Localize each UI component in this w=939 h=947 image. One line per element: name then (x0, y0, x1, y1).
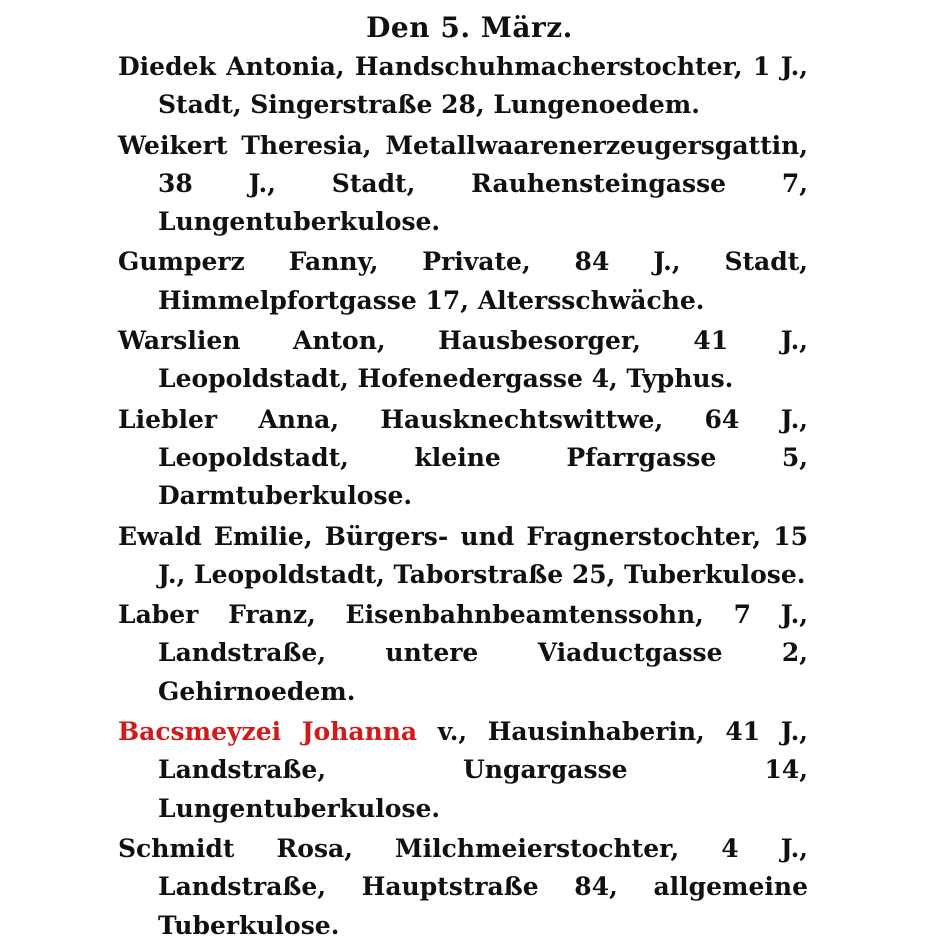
register-entry-highlighted (118, 713, 808, 828)
register-entry (118, 518, 808, 595)
register-entry (118, 401, 808, 516)
entry-details: Handschuhmacherstochter, 1 J., Stadt, Singerstraße 28, Lungenoedem. (158, 52, 808, 120)
entry-details: Metallwaarenerzeugersgattin, 38 J., Stadt, Rauhensteingasse 7, Lungentuberkulose. (158, 130, 808, 237)
entry-name: Ewald Emilie, (118, 521, 313, 551)
register-entry (118, 596, 808, 711)
entry-details: Eisenbahnbeamtenssohn, 7 J., Landstraße, untere Viaductgasse 2, Gehirnoedem. (158, 600, 808, 706)
entry-details: Private, 84 J., Stadt, Himmelpfortgasse 17, Altersschwäche. (158, 247, 808, 315)
entry-name-highlighted: Bacsmeyzei Johanna (118, 717, 418, 747)
entry-details: Hausknechtswittwe, 64 J., Leopoldstadt, kleine Pfarrgasse 5, Darmtuberkulose. (158, 404, 808, 511)
register-entry (118, 243, 808, 320)
entry-name: Gumperz Fanny, (118, 247, 379, 277)
entry-details: Hausbesorger, 41 J., Leopoldstadt, Hofenedergasse 4, Typhus. (158, 326, 809, 394)
entry-name: Liebler Anna, (118, 404, 340, 434)
entry-details: Milchmeierstochter, 4 J., Landstraße, Hauptstraße 84, allgemeine Tuberkulose. (158, 833, 808, 940)
entry-details: Bürgers- und Fragnerstochter, 15 J., Leopoldstadt, Taborstraße 25, Tuberkulose. (158, 521, 808, 589)
register-entry (118, 127, 808, 242)
entry-name: Laber Franz, (118, 600, 316, 630)
register-entry (118, 48, 808, 125)
entry-name: Schmidt Rosa, (118, 833, 353, 863)
register-entry (118, 322, 808, 399)
date-heading: Den 5. März. (366, 11, 573, 44)
register-entry (118, 830, 808, 945)
entry-details: v., Hausinhaberin, 41 J., Landstraße, Ungargasse 14, Lungentuberkulose. (158, 717, 808, 823)
entry-name: Weikert Theresia, (118, 130, 372, 160)
entry-name: Diedek Antonia, (118, 52, 345, 81)
entry-name: Warslien Anton, (118, 326, 386, 356)
death-register-list (118, 48, 808, 947)
